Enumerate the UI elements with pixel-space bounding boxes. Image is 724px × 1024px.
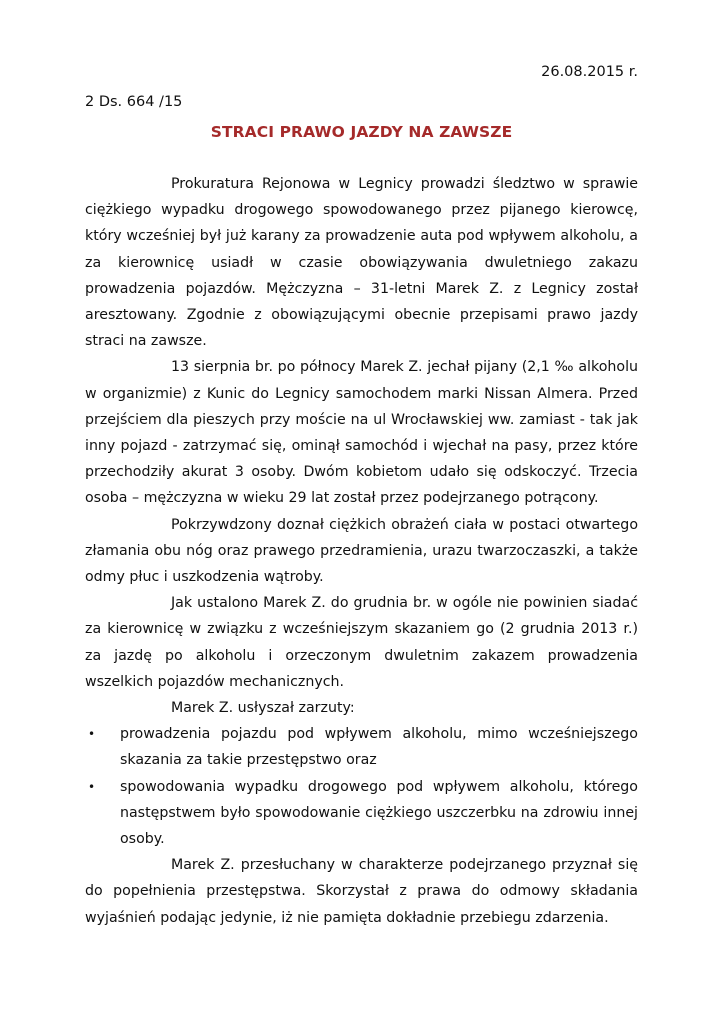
charges-list (85, 721, 638, 852)
bullet-icon: • (88, 779, 96, 794)
paragraph-2: 13 sierpnia br. po północy Marek Z. jechał pijany (2,1 ‰ alkoholu w organizmie) z Kunic do Legnicy samochodem marki Nissan Almera. Przed przejściem dla pieszych przy moście na ul Wrocławskiej ww. zamiast - tak jak inny pojazd - zatrzymać się, ominął samochód i wjechał na pasy, przez które przechodziły akurat 3 osoby. Dwóm kobietom udało się odskoczyć. Trzecia osoba – mężczyzna w wieku 29 lat został przez podejrzanego potrącony. (85, 359, 638, 507)
paragraph-1: Prokuratura Rejonowa w Legnicy prowadzi śledztwo w sprawie ciężkiego wypadku drogowego spowodowanego przez pijanego kierowcę, który wcześniej był już karany za prowadzenie auta pod wpływem alkoholu, a za kierownicę usiadł w czasie obowiązywania dwuletniego zakazu prowadzenia pojazdów. Mężczyzna – 31-letni Marek Z. z Legnicy został aresztowany. Zgodnie z obowiązującymi obecnie przepisami prawo jazdy straci na zawsze. (85, 176, 638, 350)
paragraph-3: Pokrzywdzony doznał ciężkich obrażeń ciała w postaci otwartego złamania obu nóg oraz prawego przedramienia, urazu twarzoczaszki, a także odmy płuc i uszkodzenia wątroby. (85, 516, 638, 586)
case-number: 2 Ds. 664 /15 (85, 94, 183, 110)
charge-item (85, 774, 638, 853)
charge-text: spowodowania wypadku drogowego pod wpływem alkoholu, którego następstwem było spowodowanie ciężkiego uszczerbku na zdrowiu innej osoby. (120, 778, 638, 848)
document-title: STRACI PRAWO JAZDY NA ZAWSZE (210, 123, 513, 141)
document-date: 26.08.2015 r. (541, 64, 638, 80)
bullet-icon: • (88, 727, 96, 742)
charge-text: prowadzenia pojazdu pod wpływem alkoholu, mimo wcześniejszego skazania za takie przestępstwo oraz (120, 726, 638, 769)
document-page (85, 55, 638, 931)
charge-item (85, 721, 638, 773)
paragraph-4: Jak ustalono Marek Z. do grudnia br. w ogóle nie powinien siadać za kierownicę w związku z wcześniejszym skazaniem go (2 grudnia 2013 r.) za jazdę po alkoholu i orzeczonym dwuletnim zakazem prowadzenia wszelkich pojazdów mechanicznych. (85, 595, 638, 690)
paragraph-6: Marek Z. przesłuchany w charakterze podejrzanego przyznał się do popełnienia przestępstwa. Skorzystał z prawa do odmowy składania wyjaśnień podając jedynie, iż nie pamięta dokładnie przebiegu zdarzenia. (85, 857, 638, 926)
paragraph-5: Marek Z. usłyszał zarzuty: (171, 700, 355, 717)
